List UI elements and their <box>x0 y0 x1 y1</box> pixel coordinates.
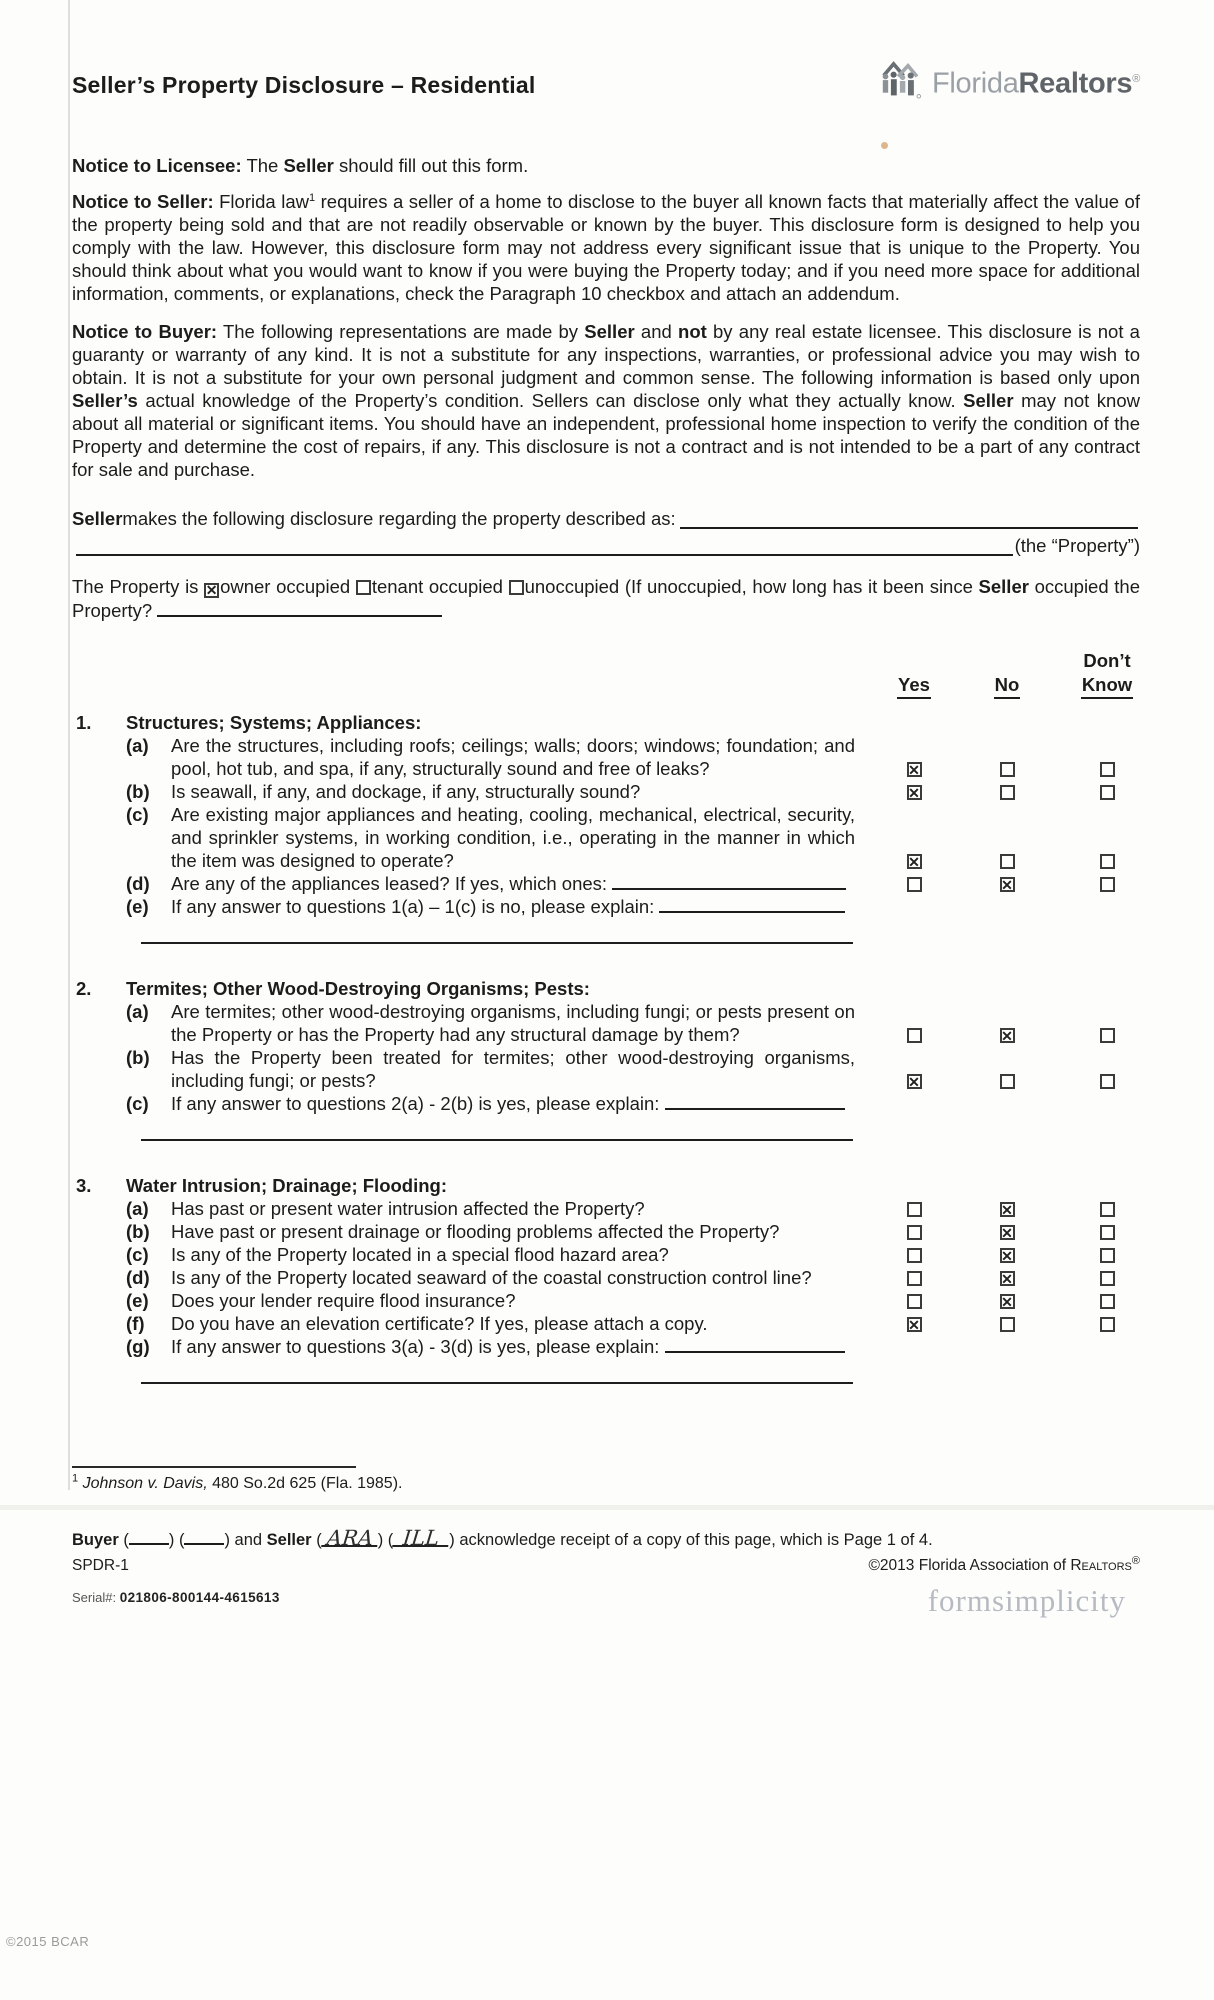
checkbox-yes[interactable] <box>907 1294 922 1309</box>
question-text: Have past or present drainage or flooding problems affected the Property? <box>171 1221 780 1242</box>
checkbox-dont-know[interactable] <box>1100 1248 1115 1263</box>
column-header-dont: Don’t <box>1083 650 1131 671</box>
checkbox-yes[interactable] <box>907 1248 922 1263</box>
question-letter: (a) <box>126 735 149 756</box>
checkbox-yes[interactable] <box>907 854 922 869</box>
answer-blank-line[interactable] <box>665 1337 845 1353</box>
question-text: Is any of the Property located in a special flood hazard area? <box>171 1244 669 1265</box>
answer-cells <box>855 854 1159 872</box>
question-letter: (c) <box>126 1244 149 1265</box>
blank-underline[interactable] <box>184 1531 224 1545</box>
checkbox-dont-know[interactable] <box>1100 1225 1115 1240</box>
page-title: Seller’s Property Disclosure – Residential <box>72 72 536 98</box>
question-text: Does your lender require flood insurance? <box>171 1290 516 1311</box>
answer-cells <box>855 877 1159 895</box>
checkbox-no[interactable] <box>1000 762 1015 777</box>
answer-cells <box>855 1028 1159 1046</box>
answer-cells <box>855 762 1159 780</box>
question-letter: (a) <box>126 1198 149 1219</box>
checkbox-dont-know[interactable] <box>1100 1028 1115 1043</box>
checkbox-no[interactable] <box>1000 1248 1015 1263</box>
question-row <box>72 1243 1140 1266</box>
checkbox-dont-know[interactable] <box>1100 854 1115 869</box>
question-text: Are termites; other wood-destroying organisms, including fungi; or pests present on the Property or has the Property had any structural damage by them? <box>171 1001 855 1045</box>
realtors-houses-icon <box>872 56 926 106</box>
answer-cells <box>855 1317 1159 1335</box>
footnote-citation: $^1$ Johnson v. Davis, 480 So.2d 625 (Fla. 1985). <box>72 1472 403 1492</box>
footnote-rule <box>72 1466 356 1468</box>
checkbox-dont-know[interactable] <box>1100 1294 1115 1309</box>
answer-cells <box>855 1271 1159 1289</box>
occupancy-checkbox[interactable] <box>509 580 524 595</box>
question-row <box>72 1335 1140 1358</box>
question-letter: (f) <box>126 1313 145 1334</box>
question-row <box>72 1220 1140 1243</box>
question-row <box>72 1197 1140 1220</box>
disclosure-section <box>72 1174 1140 1384</box>
column-header-yes: Yes <box>897 673 931 699</box>
question-letter: (e) <box>126 896 149 917</box>
blank-underline[interactable] <box>680 527 1138 529</box>
acknowledgment-line[interactable]: Buyer ( ) ( ) and Seller ( ARA ) ( ILL ) acknowledge receipt of a copy of this page, which is Page 1 of 4. <box>72 1526 933 1550</box>
question-row <box>72 1092 1140 1115</box>
handwritten-initials: ARA <box>321 1531 379 1547</box>
answer-blank-line[interactable] <box>612 874 846 890</box>
question-text: If any answer to questions 1(a) – 1(c) is no, please explain: <box>171 896 660 917</box>
explain-blank-line[interactable] <box>141 1127 853 1141</box>
explain-blank-line[interactable] <box>141 930 853 944</box>
column-header-know: Know <box>1081 673 1133 699</box>
property-description-line1[interactable]: Seller makes the following disclosure regarding the property described as: <box>72 505 1140 532</box>
logo-text-realtors: Realtors <box>1018 67 1133 100</box>
question-letter: (b) <box>126 781 150 802</box>
checkbox-dont-know[interactable] <box>1100 1271 1115 1286</box>
occupancy-status-line[interactable]: The Property is ✕owner occupied tenant occupied unoccupied (If unoccupied, how long has it been since Seller occupied the Property? <box>72 575 1140 623</box>
property-description <box>72 505 1140 559</box>
question-row <box>72 1000 1140 1046</box>
question-row <box>72 872 1140 895</box>
answer-cells <box>855 1248 1159 1266</box>
florida-realtors-logo <box>872 56 1140 106</box>
question-list <box>72 1197 1140 1384</box>
checkbox-no[interactable] <box>1000 1202 1015 1217</box>
question-letter: (b) <box>126 1221 150 1242</box>
checkbox-yes[interactable] <box>907 877 922 892</box>
checkbox-dont-know[interactable] <box>1100 1317 1115 1332</box>
blank-underline[interactable] <box>129 1531 169 1545</box>
checkbox-yes[interactable] <box>907 1225 922 1240</box>
form-code: SPDR-1 <box>72 1557 129 1574</box>
answer-cells <box>855 1294 1159 1312</box>
serial-number: 021806-800144-4615613 <box>119 1590 280 1605</box>
checkbox-no[interactable] <box>1000 1317 1015 1332</box>
checkbox-yes[interactable] <box>907 785 922 800</box>
section-number: 2. <box>76 978 92 999</box>
question-text: Are any of the appliances leased? If yes, which ones: <box>171 873 613 894</box>
checkbox-no[interactable] <box>1000 1074 1015 1089</box>
checkbox-dont-know[interactable] <box>1100 877 1115 892</box>
logo-registered-mark: ® <box>1132 72 1140 85</box>
notice-to-seller: Notice to Seller: Florida law$^1$ requires a seller of a home to disclose to the buyer all known facts that materially affect the value of the property being sold and that are not readily observable or known by the buyer. This disclosure form is designed to help you comply with the law. However, this disclosure form may not address every significant issue that is unique to the Property. You should think about what you would want to know if you were buying the Property today; and if you need more space for additional information, comments, or explanations, check the Paragraph 10 checkbox and attach an addendum. <box>72 191 1140 304</box>
question-row <box>72 803 1140 872</box>
checkbox-no[interactable] <box>1000 1271 1015 1286</box>
question-letter: (c) <box>126 804 149 825</box>
form-header <box>72 67 1140 106</box>
notice-to-buyer: Notice to Buyer: The following representations are made by Seller and not by any real estate licensee. This disclosure is not a guaranty or warranty of any kind. It is not a substitute for any inspections, warranties, or professional advice you may wish to obtain. It is not a substitute for your own personal judgment and common sense. The following information is based only upon Seller’s actual knowledge of the Property’s condition. Sellers can disclose only what they actually know. Seller may not know about all material or significant items. You should have an independent, professional home inspection to verify the condition of the Property and determine the cost of repairs, if any. This disclosure is not a contract and is not intended to be a part of any contract for sale and purchase. <box>72 321 1140 480</box>
section-title: Termites; Other Wood-Destroying Organisms; Pests: <box>126 978 590 999</box>
serial-number-line <box>72 1586 280 1609</box>
answers-header <box>72 649 1140 699</box>
question-letter: (d) <box>126 1267 150 1288</box>
question-text: Is any of the Property located seaward of the coastal construction control line? <box>171 1267 812 1288</box>
question-letter: (d) <box>126 873 150 894</box>
disclosure-section <box>72 711 1140 944</box>
checkbox-no[interactable] <box>1000 1028 1015 1043</box>
checkbox-no[interactable] <box>1000 1225 1015 1240</box>
section-title: Water Intrusion; Drainage; Flooding: <box>126 1175 447 1196</box>
answer-cells <box>855 1202 1159 1220</box>
checkbox-yes[interactable] <box>907 762 922 777</box>
copyright-2013: ©2013 Florida Association of Realtors® <box>868 1554 1140 1574</box>
occupancy-checkbox[interactable] <box>204 583 219 598</box>
checkbox-yes[interactable] <box>907 1074 922 1089</box>
column-header-no: No <box>994 673 1021 699</box>
question-row <box>72 780 1140 803</box>
checkbox-yes[interactable] <box>907 1028 922 1043</box>
section-title: Structures; Systems; Appliances: <box>126 712 422 733</box>
question-text: Has the Property been treated for termites; other wood-destroying organisms, including fungi; or pests? <box>171 1047 855 1091</box>
handwritten-initials: ILL <box>392 1531 450 1547</box>
scan-copyright-bcar: ©2015 BCAR <box>6 1934 90 1949</box>
checkbox-dont-know[interactable] <box>1100 1074 1115 1089</box>
question-letter: (b) <box>126 1047 150 1068</box>
question-row <box>72 1289 1140 1312</box>
section-number: 3. <box>76 1175 92 1196</box>
question-text: If any answer to questions 2(a) - 2(b) is yes, please explain: <box>171 1093 665 1114</box>
disclosure-section <box>72 977 1140 1141</box>
explain-blank-line[interactable] <box>141 1370 853 1384</box>
question-letter: (g) <box>126 1336 150 1357</box>
form-code-row <box>72 1554 1140 1577</box>
answer-cells <box>855 1225 1159 1243</box>
question-row <box>72 895 1140 918</box>
checkbox-dont-know[interactable] <box>1100 1202 1115 1217</box>
checkbox-no[interactable] <box>1000 1294 1015 1309</box>
question-letter: (c) <box>126 1093 149 1114</box>
answer-cells <box>855 1074 1159 1092</box>
formsimplicity-watermark: formsimplicity <box>927 1583 1126 1618</box>
checkbox-dont-know[interactable] <box>1100 785 1115 800</box>
question-row <box>72 1312 1140 1335</box>
question-list <box>72 734 1140 944</box>
checkbox-yes[interactable] <box>907 1271 922 1286</box>
checkbox-no[interactable] <box>1000 877 1015 892</box>
question-text: Are existing major appliances and heating, cooling, mechanical, electrical, security, and sprinkler systems, in working condition, i.e., operating in the manner in which the item was designed to operate? <box>171 804 855 871</box>
question-row <box>72 734 1140 780</box>
occupancy-checkbox[interactable] <box>356 580 371 595</box>
checkbox-no[interactable] <box>1000 785 1015 800</box>
sections <box>72 711 1140 1384</box>
serial-label: Serial#: <box>72 1590 117 1605</box>
question-text: Is seawall, if any, and dockage, if any, structurally sound? <box>171 781 641 802</box>
checkbox-dont-know[interactable] <box>1100 762 1115 777</box>
question-letter: (e) <box>126 1290 149 1311</box>
question-text: Are the structures, including roofs; ceilings; walls; doors; windows; foundation; and pool, hot tub, and spa, if any, structurally sound and free of leaks? <box>171 735 855 779</box>
question-text: Do you have an elevation certificate? If yes, please attach a copy. <box>171 1313 708 1334</box>
question-row <box>72 1046 1140 1092</box>
logo-text-florida: Florida <box>931 67 1019 100</box>
blank-underline[interactable] <box>76 554 1013 556</box>
property-description-line2[interactable]: (the “Property”) <box>72 532 1140 559</box>
answer-blank-line[interactable] <box>659 897 845 913</box>
question-letter: (a) <box>126 1001 149 1022</box>
answer-cells <box>855 785 1159 803</box>
question-text: If any answer to questions 3(a) - 3(d) is yes, please explain: <box>171 1336 665 1357</box>
answer-blank-line[interactable] <box>665 1094 845 1110</box>
section-number: 1. <box>76 712 92 733</box>
checkbox-yes[interactable] <box>907 1202 922 1217</box>
blank-underline[interactable] <box>157 601 442 617</box>
checkbox-no[interactable] <box>1000 854 1015 869</box>
checkbox-yes[interactable] <box>907 1317 922 1332</box>
question-text: Has past or present water intrusion affected the Property? <box>171 1198 645 1219</box>
notice-to-licensee: Notice to Licensee: The Seller should fill out this form. <box>72 155 529 176</box>
serial-row <box>72 1583 1140 1618</box>
question-list <box>72 1000 1140 1141</box>
question-row <box>72 1266 1140 1289</box>
